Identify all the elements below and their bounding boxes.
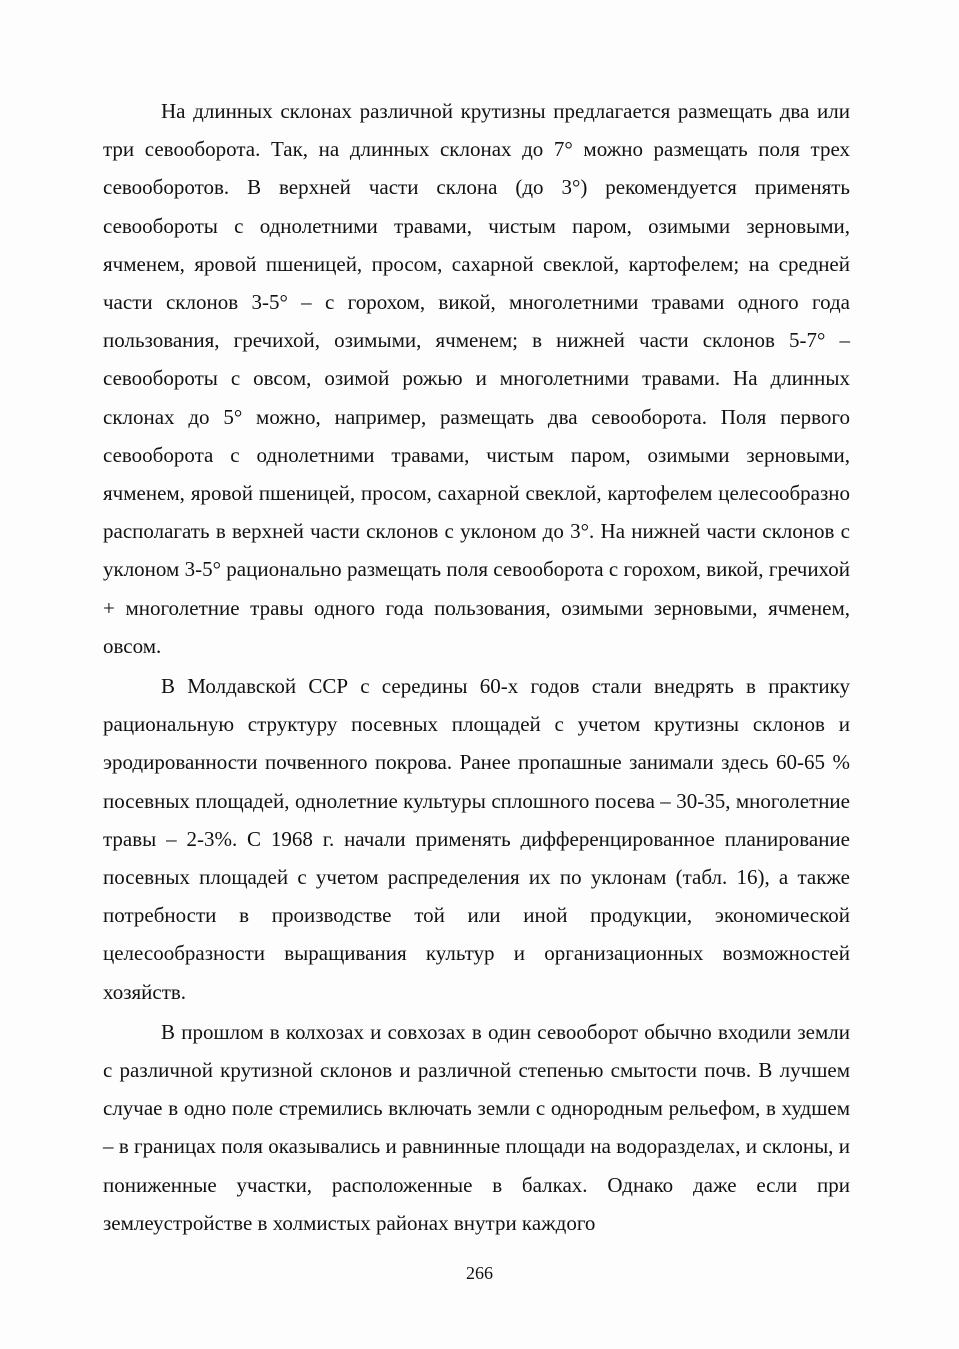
page-number: 266	[466, 1263, 493, 1283]
paragraph: На длинных склонах различной крутизны предлагается размещать два или три севооборота. Так, на длинных склонах до 7° можно размещать поля трех севооборотов. В верхней части склона (до 3°) рекомендуется применять севообороты с однолетними травами, чистым паром, озимыми зерновыми, ячменем, яровой пшеницей, просом, сахарной свеклой, картофелем; на средней части склонов 3-5° – с горохом, викой, многолетними травами одного года пользования, гречихой, озимыми, ячменем; в нижней части склонов 5-7° – севообороты с овсом, озимой рожью и многолетними травами. На длинных склонах до 5° можно, например, размещать два севооборота. Поля первого севооборота с однолетними травами, чистым паром, озимыми зерновыми, ячменем, яровой пшеницей, просом, сахарной свеклой, картофелем целесообразно располагать в верхней части склонов с уклоном до 3°. На нижней части склонов с уклоном 3-5° рационально размещать поля севооборота с горохом, викой, гречихой + многолетние травы одного года пользования, озимыми зерновыми, ячменем, овсом.	[103, 99, 850, 658]
paragraph: В прошлом в колхозах и совхозах в один севооборот обычно входили земли с различной крутизной склонов и различной степенью смытости почв. В лучшем случае в одно поле стремились включать земли с однородным рельефом, в худшем – в границах поля оказывались и равнинные площади на водоразделах, и склоны, и пониженные участки, расположенные в балках. Однако даже если при землеустройстве в холмистых районах внутри каждого	[103, 1019, 850, 1235]
paragraph: В Молдавской ССР с середины 60-х годов стали внедрять в практику рациональную структуру посевных площадей с учетом крутизны склонов и эродированности почвенного покрова. Ранее пропашные занимали здесь 60-65 % посевных площадей, однолетние культуры сплошного посева – 30-35, многолетние травы – 2-3%. С 1968 г. начали применять дифференцированное планирование посевных площадей с учетом распределения их по уклонам (табл. 16), а также потребности в производстве той или иной продукции, экономической целесообразности выращивания культур и организационных возможностей хозяйств.	[103, 674, 850, 1004]
body-text	[103, 92, 850, 1242]
